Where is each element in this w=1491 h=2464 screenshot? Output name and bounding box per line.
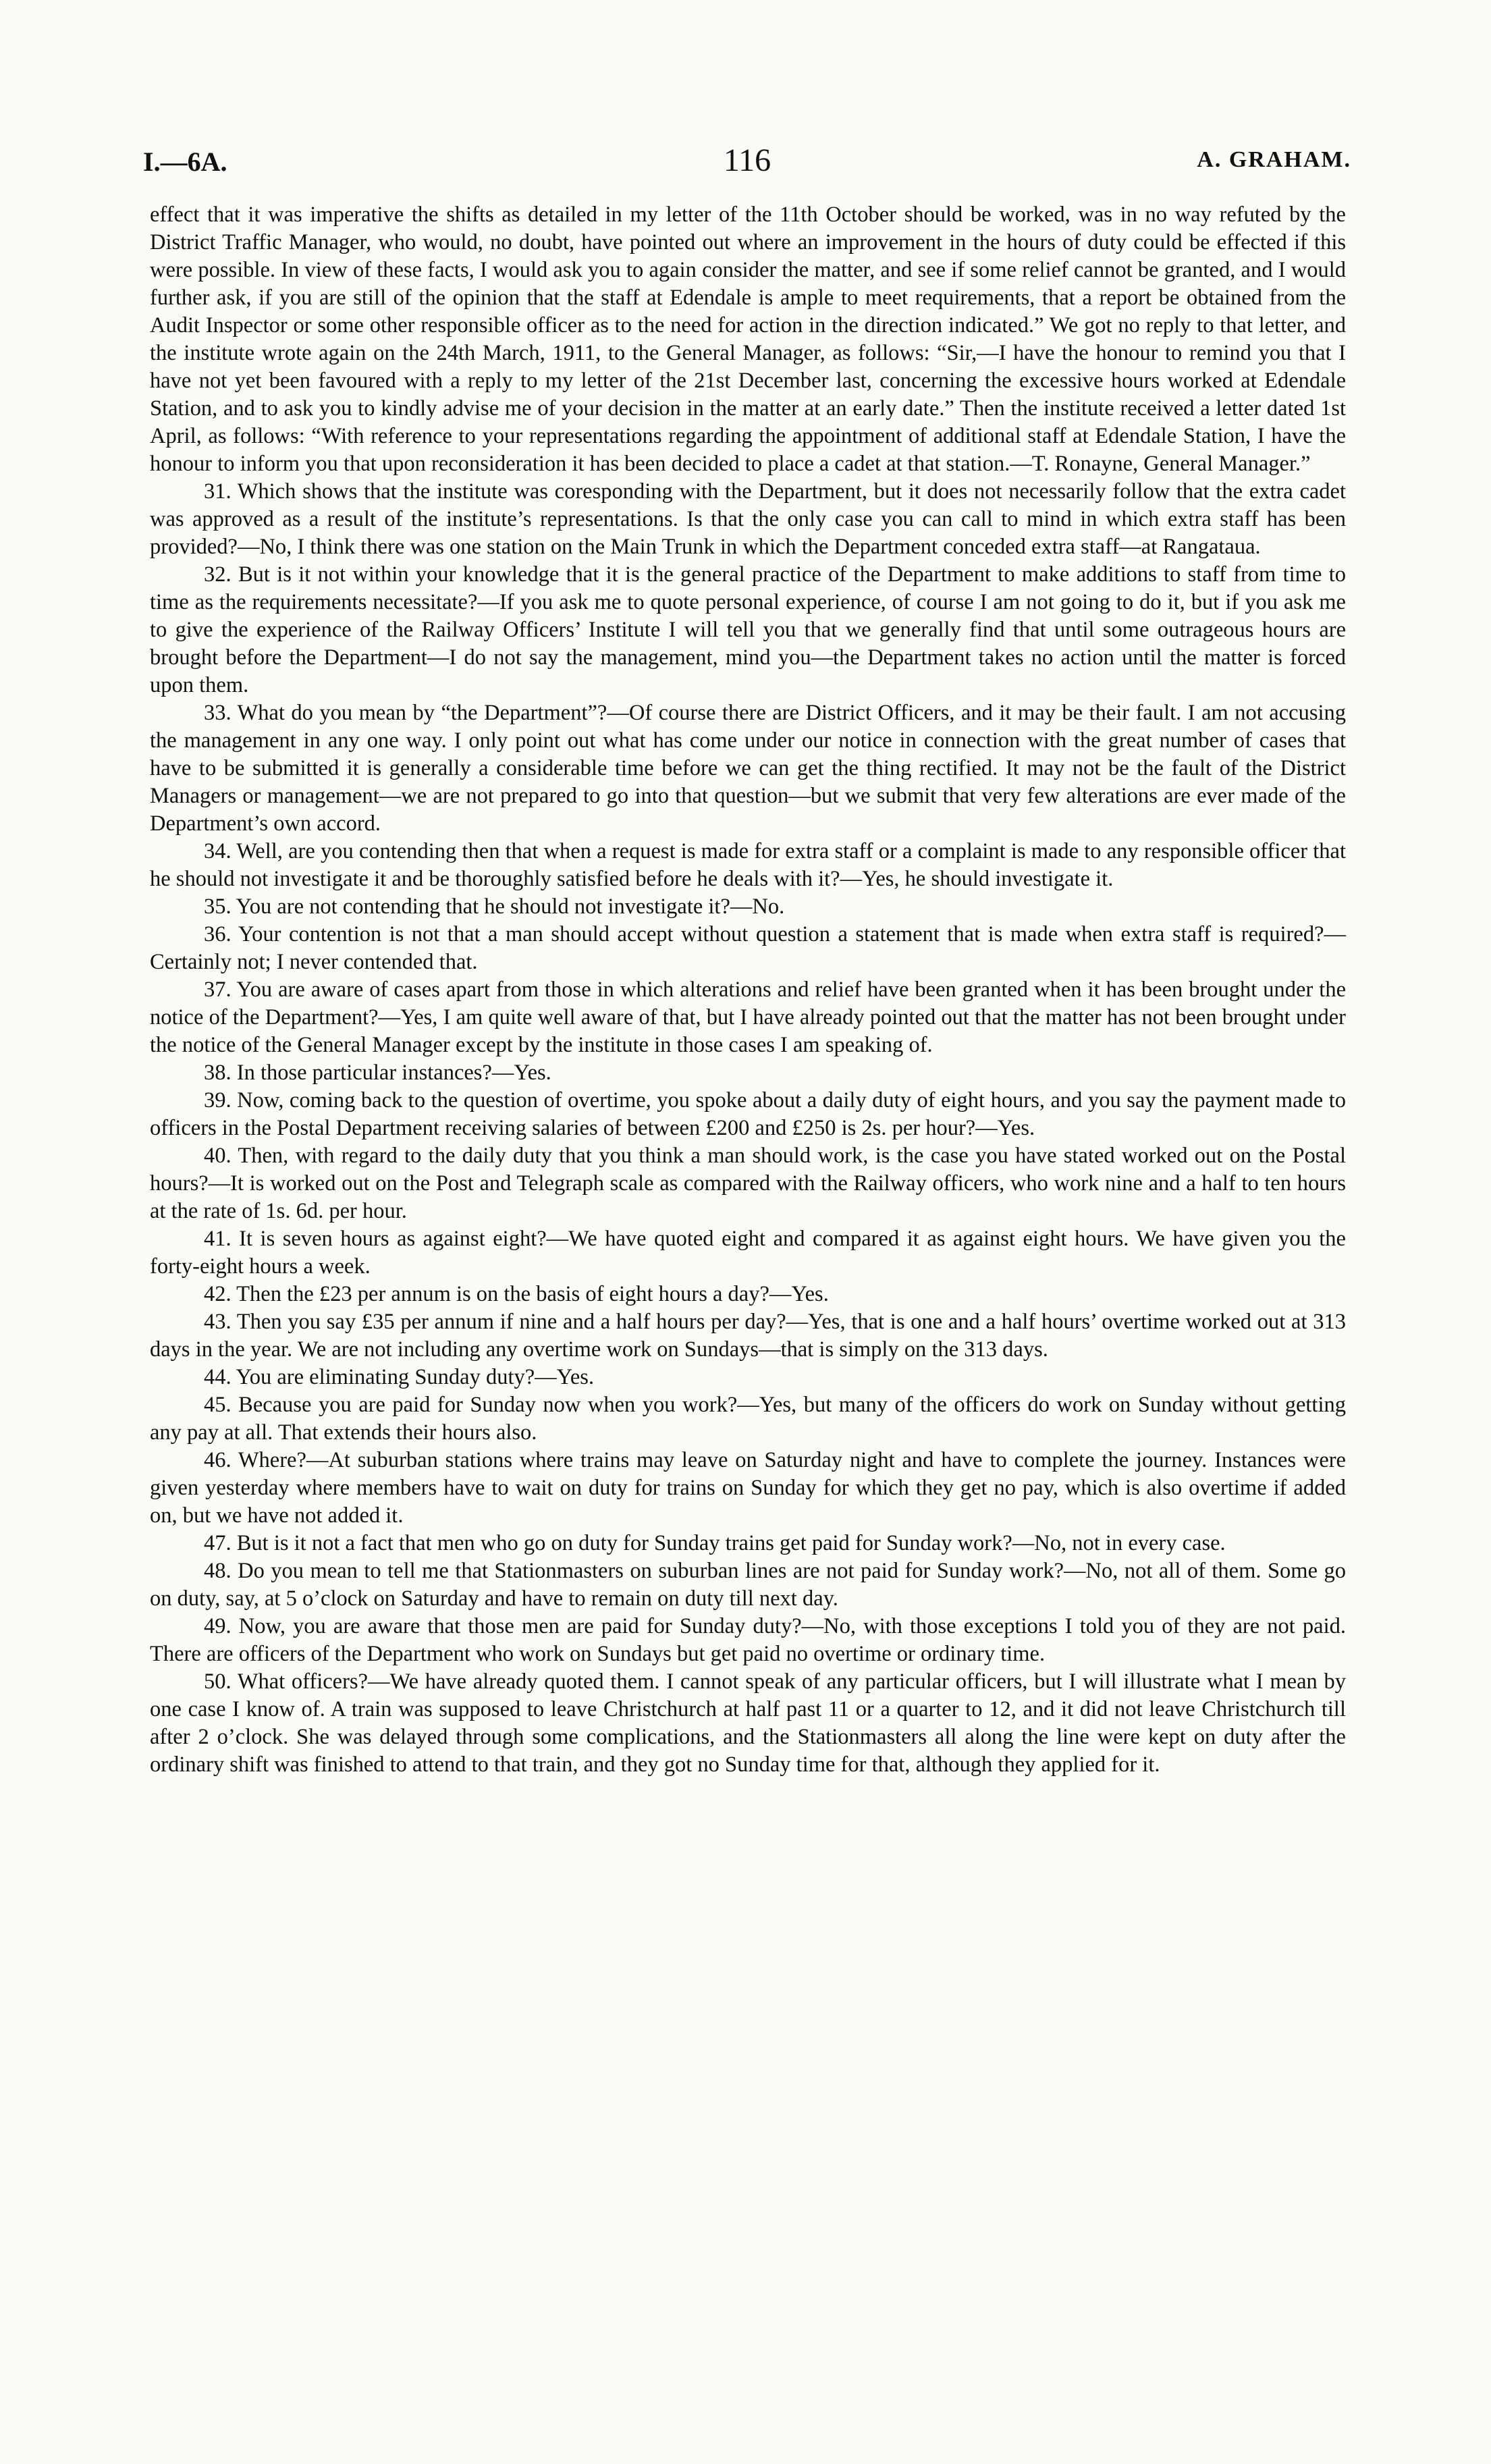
- evidence-text: [150, 201, 1346, 1779]
- question-37: 37. You are aware of cases apart from those in which alterations and relief have been granted when it has been brought under the notice of the Department?—Yes, I am quite well aware of that, but I have already pointed out that the matter has not been brought under the notice of the General Manager except by the institute in those cases I am speaking of.: [150, 977, 1346, 1057]
- question-32: 32. But is it not within your knowledge that it is the general practice of the Department to make additions to staff from time to time as the requirements necessitate?—If you ask me to quote personal experience, of course I am not going to do it, but if you ask me to give the experience of the Railway Officers’ Institute I will tell you that we generally find that until some outrageous hours are brought before the Department—I do not say the management, mind you—the Department takes no action until the matter is forced upon them.: [150, 562, 1346, 697]
- page-number: 116: [723, 142, 771, 178]
- question-43: 43. Then you say £35 per annum if nine and a half hours per day?—Yes, that is one and a half hours’ overtime worked out at 313 days in the year. We are not including any overtime work on Sundays—that is simply on the 313 days.: [150, 1310, 1346, 1362]
- running-head: [143, 142, 1351, 182]
- question-35: 35. You are not contending that he should not investigate it?—No.: [204, 894, 785, 919]
- question-38: 38. In those particular instances?—Yes.: [204, 1061, 551, 1085]
- document-reference: I.—6A.: [143, 146, 227, 177]
- question-39: 39. Now, coming back to the question of overtime, you spoke about a daily duty of eight hours, and you say the payment made to officers in the Postal Department receiving salaries of between £200 and £250 is 2s. per hour?—Yes.: [150, 1088, 1346, 1140]
- question-41: 41. It is seven hours as against eight?—We have quoted eight and compared it as against eight hours. We have given you the forty-eight hours a week.: [150, 1227, 1346, 1279]
- question-36: 36. Your contention is not that a man should accept without question a statement that is made when extra staff is required?—Certainly not; I never contended that.: [150, 922, 1346, 974]
- continuation-paragraph: effect that it was imperative the shifts as detailed in my letter of the 11th October should be worked, was in no way refuted by the District Traffic Manager, who would, no doubt, have pointed out where an improvement in the hours of duty could be effected if this were possible. In view of these facts, I would ask you to again consider the matter, and see if some relief cannot be granted, and I would further ask, if you are still of the opinion that the staff at Edendale is ample to meet requirements, that a report be obtained from the Audit Inspector or some other responsible officer as to the need for action in the direction indicated.” We got no reply to that letter, and the institute wrote again on the 24th March, 1911, to the General Manager, as follows: “Sir,—I have the honour to remind you that I have not yet been favoured with a reply to my letter of the 21st December last, concerning the excessive hours worked at Edendale Station, and to ask you to kindly advise me of your decision in the matter at an early date.” Then the institute received a letter dated 1st April, as follows: “With reference to your representations regarding the appointment of additional staff at Edendale Station, I have the honour to inform you that upon reconsideration it has been decided to place a cadet at that station.—T. Ronayne, General Manager.”: [150, 203, 1346, 476]
- question-49: 49. Now, you are aware that those men are paid for Sunday duty?—No, with those exceptions I told you of they are not paid. There are officers of the Department who work on Sundays but get paid no overtime or ordinary time.: [150, 1614, 1346, 1666]
- question-47: 47. But is it not a fact that men who go on duty for Sunday trains get paid for Sunday work?—No, not in every case.: [204, 1531, 1226, 1555]
- question-33: 33. What do you mean by “the Department”?—Of course there are District Officers, and it may be their fault. I am not accusing the management in any one way. I only point out what has come under our notice in connection with the great number of cases that have to be submitted it is generally a considerable time before we can get the thing rectified. It may not be the fault of the District Managers or management—we are not prepared to go into that question—but we submit that very few alterations are ever made of the Department’s own accord.: [150, 701, 1346, 836]
- witness-name: A. GRAHAM.: [1197, 147, 1351, 172]
- question-44: 44. You are eliminating Sunday duty?—Yes.: [204, 1365, 595, 1389]
- question-42: 42. Then the £23 per annum is on the basis of eight hours a day?—Yes.: [204, 1282, 829, 1306]
- question-40: 40. Then, with regard to the daily duty that you think a man should work, is the case you have stated worked out on the Postal hours?—It is worked out on the Post and Telegraph scale as compared with the Railway officers, who work nine and a half to ten hours at the rate of 1s. 6d. per hour.: [150, 1144, 1346, 1223]
- question-46: 46. Where?—At suburban stations where trains may leave on Saturday night and have to complete the journey. Instances were given yesterday where members have to wait on duty for trains on Sunday for which they get no pay, which is also overtime if added on, but we have not added it.: [150, 1448, 1346, 1528]
- question-48: 48. Do you mean to tell me that Stationmasters on suburban lines are not paid for Sunday work?—No, not all of them. Some go on duty, say, at 5 o’clock on Saturday and have to remain on duty till next day.: [150, 1559, 1346, 1611]
- question-34: 34. Well, are you contending then that when a request is made for extra staff or a complaint is made to any responsible officer that he should not investigate it and be thoroughly satisfied before he deals with it?—Yes, he should investigate it.: [150, 839, 1346, 891]
- question-31: 31. Which shows that the institute was coresponding with the Department, but it does not necessarily follow that the extra cadet was approved as a result of the institute’s representations. Is that the only case you can call to mind in which extra staff has been provided?—No, I think there was one station on the Main Trunk in which the Department conceded extra staff—at Rangataua.: [150, 479, 1346, 559]
- question-50: 50. What officers?—We have already quoted them. I cannot speak of any particular officers, but I will illustrate what I mean by one case I know of. A train was supposed to leave Christchurch at half past 11 or a quarter to 12, and it did not leave Christchurch till after 2 o’clock. She was delayed through some complications, and the Stationmasters all along the line were kept on duty after the ordinary shift was finished to attend to that train, and they got no Sunday time for that, although they applied for it.: [150, 1669, 1346, 1777]
- question-45: 45. Because you are paid for Sunday now when you work?—Yes, but many of the officers do work on Sunday without getting any pay at all. That extends their hours also.: [150, 1393, 1346, 1445]
